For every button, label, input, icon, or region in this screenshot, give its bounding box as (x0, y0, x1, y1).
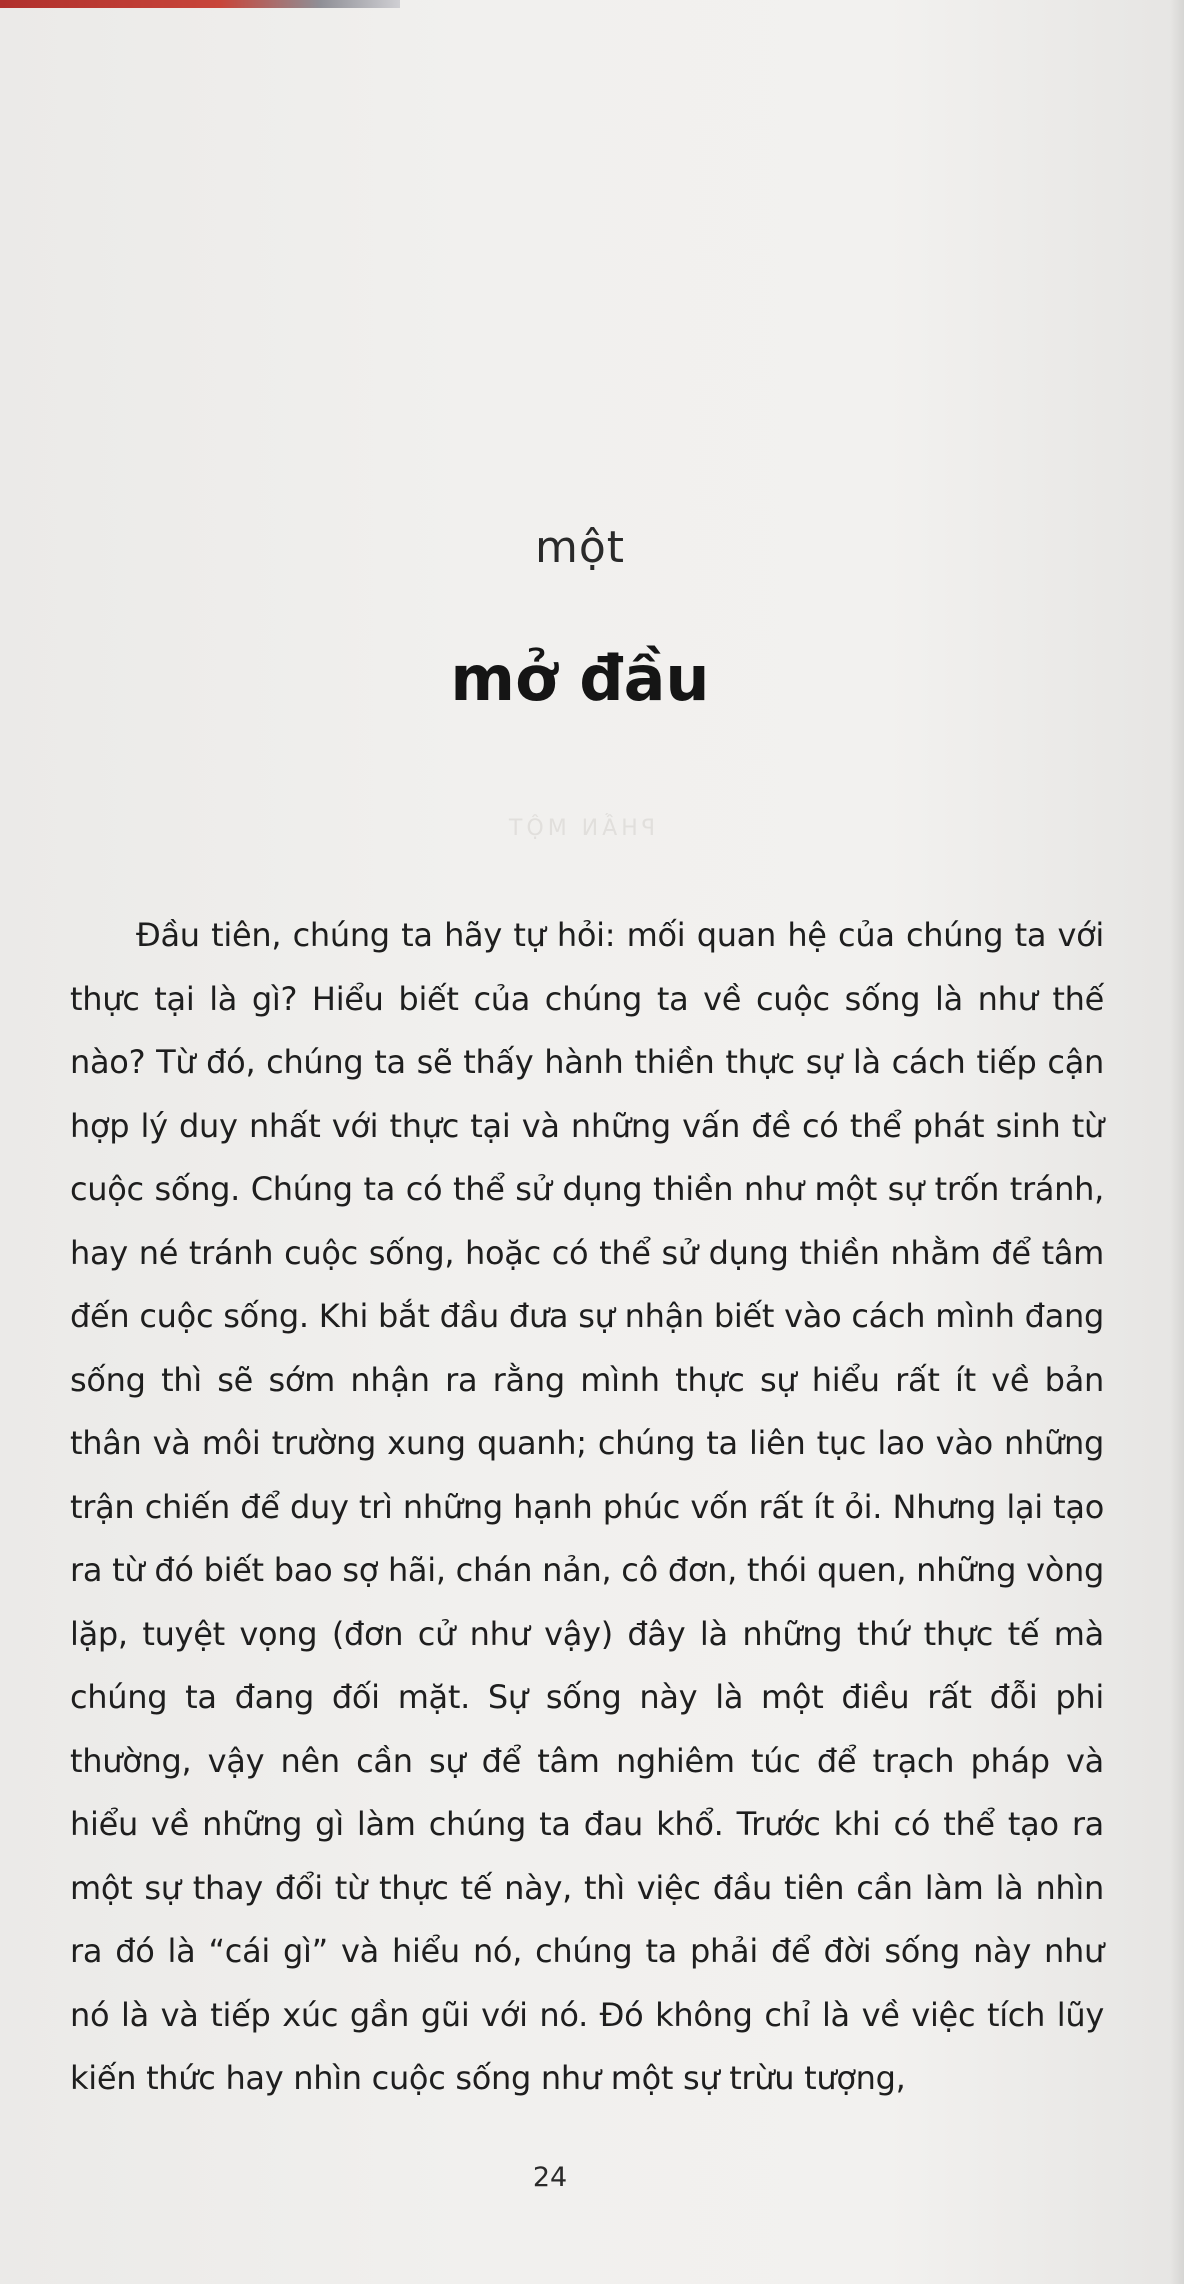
body-paragraph: Đầu tiên, chúng ta hãy tự hỏi: mối quan hệ của chúng ta với thực tại là gì? Hiểu biết của chúng ta về cuộc sống là như thế nào? Từ đó, chúng ta sẽ thấy hành thiền thực sự là cách tiếp cận hợp lý duy nhất với thực tại và những vấn đề có thể phát sinh từ cuộc sống. Chúng ta có thể sử dụng thiền như một sự trốn tránh, hay né tránh cuộc sống, hoặc có thể sử dụng thiền nhằm để tâm đến cuộc sống. Khi bắt đầu đưa sự nhận biết vào cách mình đang sống thì sẽ sớm nhận ra rằng mình thực sự hiểu rất ít về bản thân và môi trường xung quanh; chúng ta liên tục lao vào những trận chiến để duy trì những hạnh phúc vốn rất ít ỏi. Nhưng lại tạo ra từ đó biết bao sợ hãi, chán nản, cô đơn, thói quen, những vòng lặp, tuyệt vọng (đơn cử như vậy) đây là những thứ thực tế mà chúng ta đang đối mặt. Sự sống này là một điều rất đỗi phi thường, vậy nên cần sự để tâm nghiêm túc để trạch pháp và hiểu về những gì làm chúng ta đau khổ. Trước khi có thể tạo ra một sự thay đổi từ thực tế này, thì việc đầu tiên cần làm là nhìn ra đó là “cái gì” và hiểu nó, chúng ta phải để đời sống này như nó là và tiếp xúc gần gũi với nó. Đó không chỉ là về việc tích lũy kiến thức hay nhìn cuộc sống như một sự trừu tượng, (70, 916, 1104, 2097)
page-number: 24 (532, 2162, 568, 2193)
bleed-through-text: PHẦN MỘT (504, 816, 656, 841)
page-edge-shadow (1170, 0, 1184, 2284)
chapter-number: một (534, 522, 626, 573)
chapter-title: mở đầu (450, 642, 710, 715)
cover-edge-strip (0, 0, 400, 8)
